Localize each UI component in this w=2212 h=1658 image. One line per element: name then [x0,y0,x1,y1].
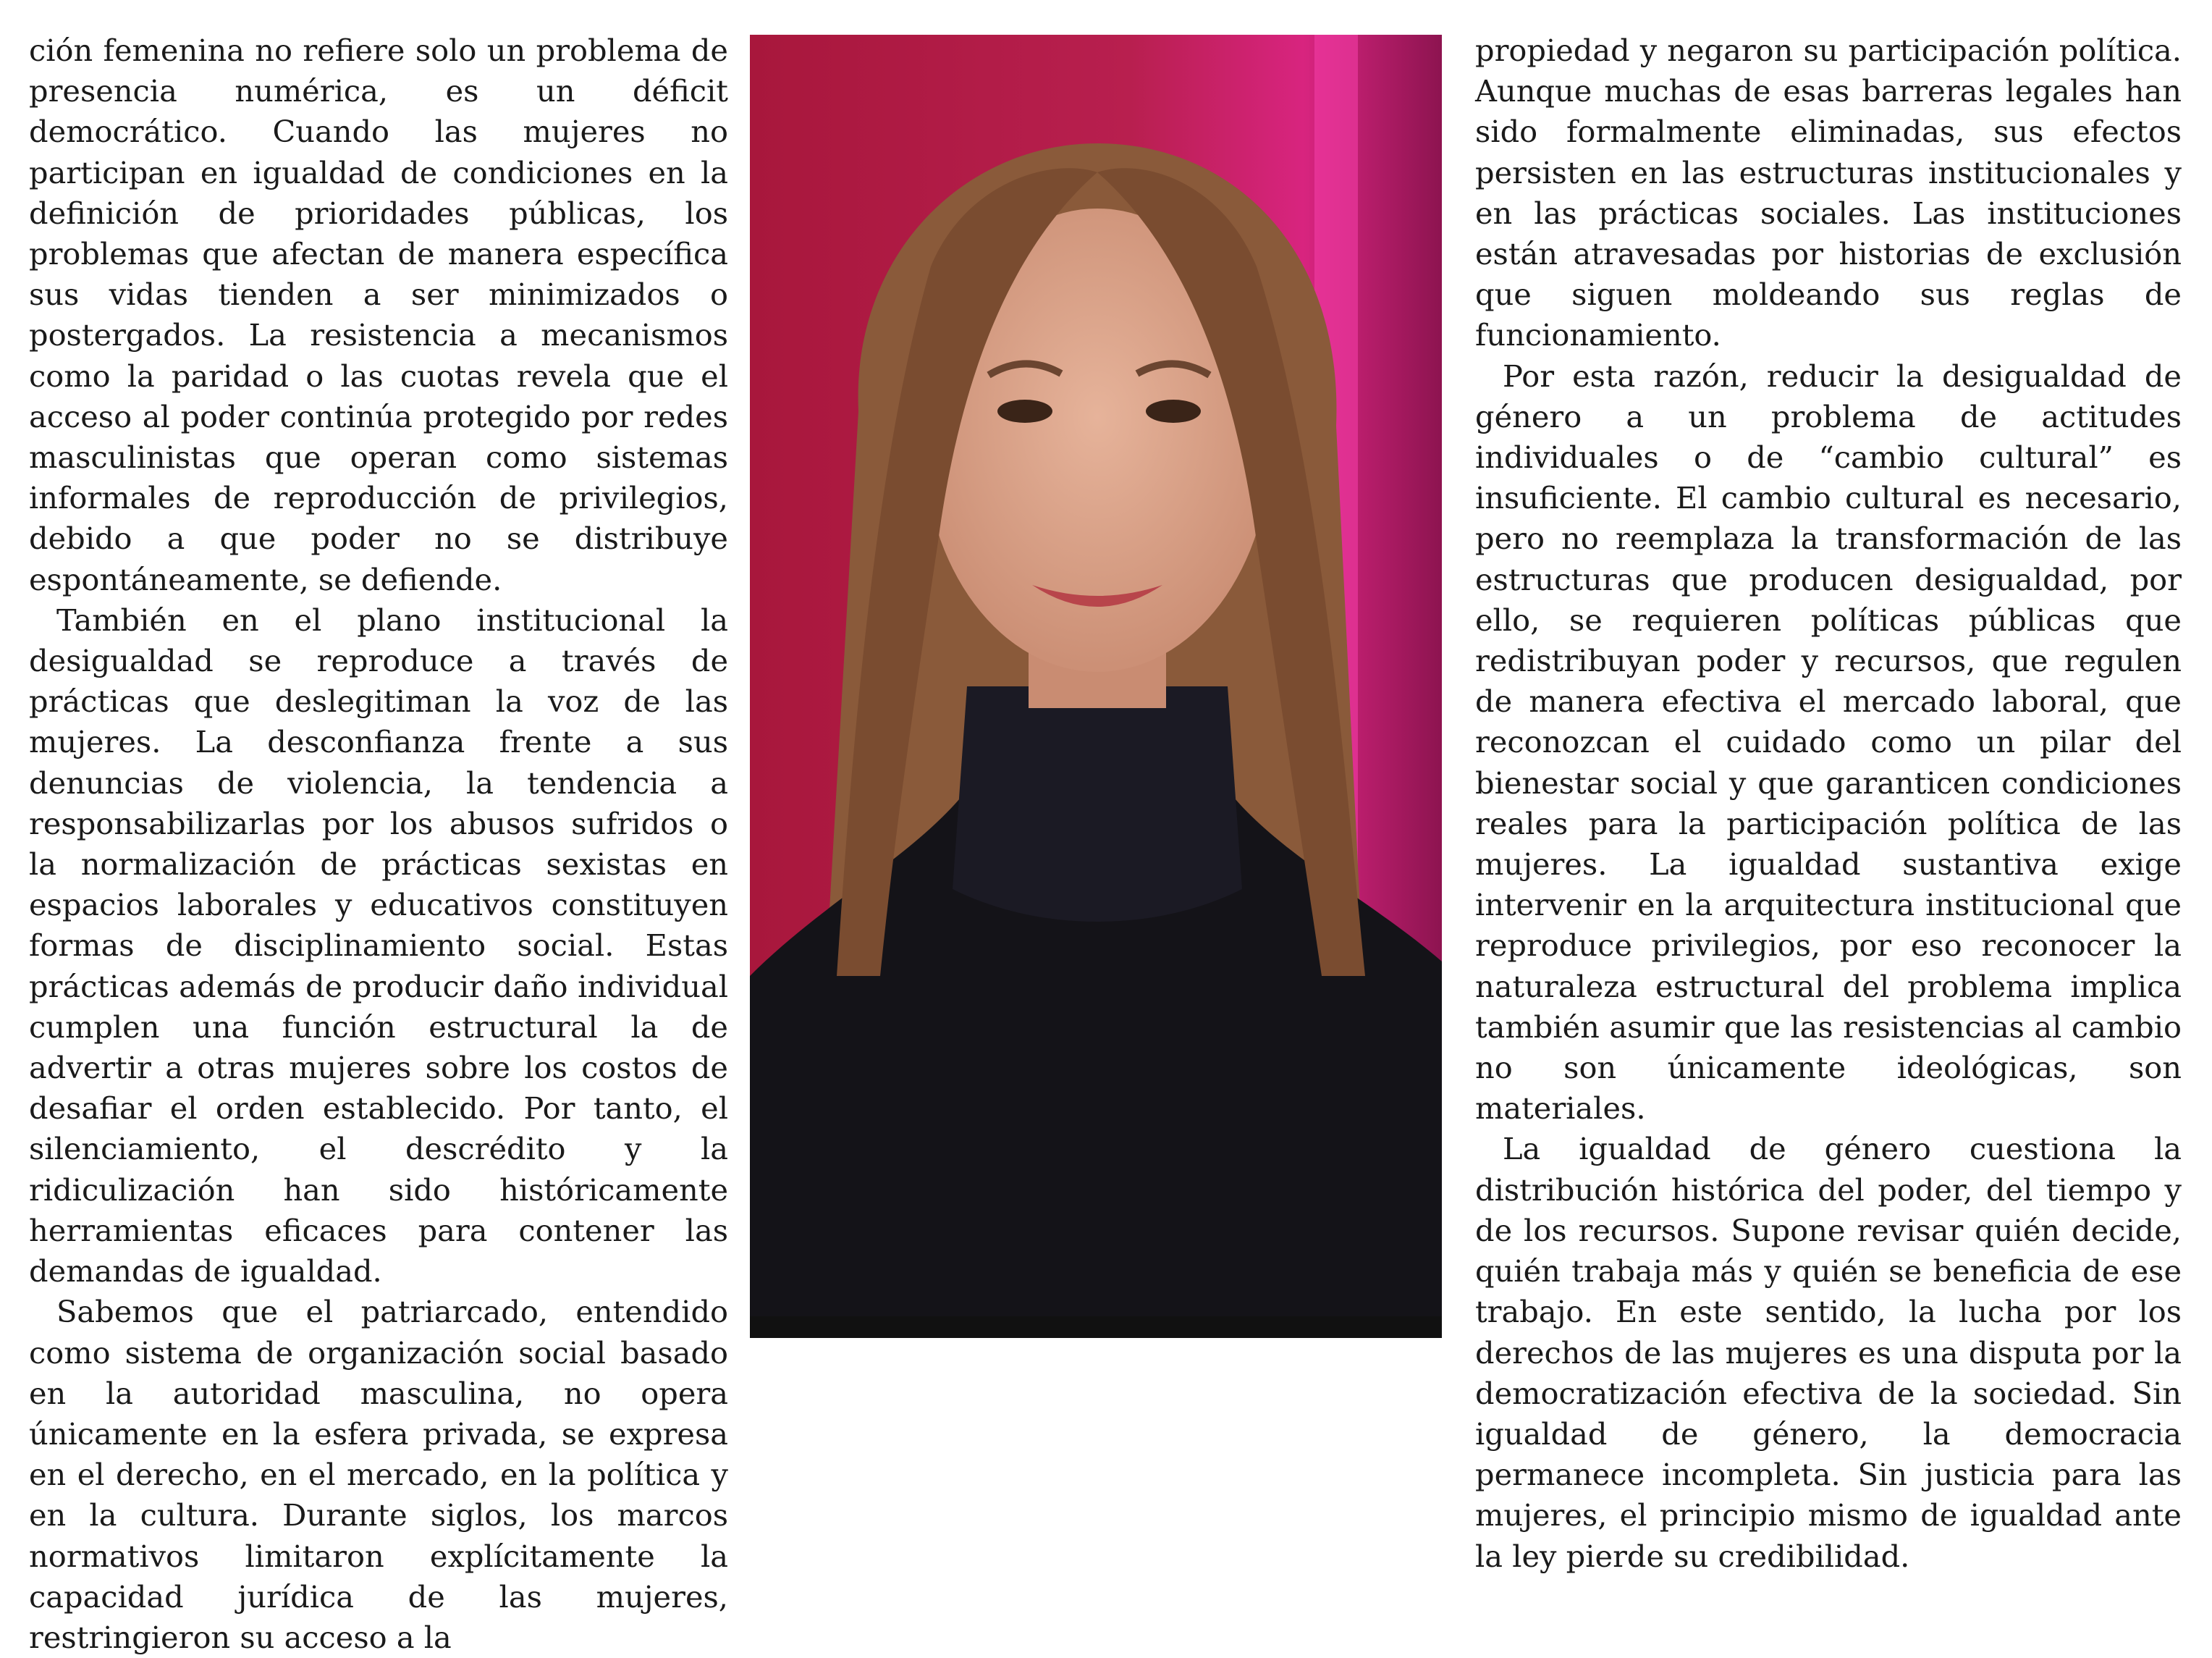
paragraph: Sabemos que el patriarcado, entendido como sistema de organización social basado en la autoridad masculina, no opera únicamente en la esfera privada, se expresa en el derecho, en el mercado, en la política y en la cultura. Durante siglos, los marcos normativos limitaron explícitamente la capacidad jurídica de las mujeres, restringieron su acceso a la [29,1294,728,1655]
paragraph: propiedad y negaron su participación política. Aunque muchas de esas barreras legales han sido formalmente eliminadas, sus efectos persisten en las estructuras institucionales y en las prácticas sociales. Las instituciones están atravesadas por historias de exclusión que siguen moldeando sus reglas de funcionamiento. [1475,33,2182,353]
turtleneck [953,686,1242,922]
left-text-column [29,30,728,1658]
paragraph: La igualdad de género cuestiona la distribución histórica del poder, del tiempo y de los recursos. Supone revisar quién decide, quién trabaja más y quién se beneficia de ese trabajo. En este sentido, la lucha por los derechos de las mujeres es una disputa por la democratización efectiva de la sociedad. Sin igualdad de género, la democracia permanece incompleta. Sin justicia para las mujeres, el principio mismo de igualdad ante la ley pierde su credibilidad. [1475,1131,2182,1574]
paragraph: Por esta razón, reducir la desigualdad de género a un problema de actitudes individuales o de “cambio cultural” es insuficiente. El cambio cultural es necesario, pero no reemplaza la transformación de las estructuras que producen desigualdad, por ello, se requieren políticas públicas que redistribuyan poder y recursos, que regulen de manera efectiva el mercado laboral, que reconozcan el cuidado como un pilar del bienestar social y que garanticen condiciones reales para la participación política de las mujeres. La igualdad sustantiva exige intervenir en la arquitectura institucional que reproduce privilegios, por eso reconocer la naturaleza estructural del problema implica también asumir que las resistencias al cambio no son únicamente ideológicas, son materiales. [1475,358,2182,1127]
right-text-column [1475,30,2182,1577]
photo-bottom-edge [750,1316,1442,1338]
left-eye [997,400,1052,423]
right-eye [1146,400,1201,423]
portrait-illustration [750,35,1442,1338]
portrait-photo [750,35,1442,1338]
paragraph: ción femenina no refiere solo un problema de presencia numérica, es un déficit democrático. Cuando las mujeres no participan en igualdad de condiciones en la definición de prioridades públicas, los problemas que afectan de manera específica sus vidas tienden a ser minimizados o postergados. La resistencia a mecanismos como la paridad o las cuotas revela que el acceso al poder continúa protegido por redes masculinistas que operan como sistemas informales de reproducción de privilegios, debido a que poder no se distribuye espontáneamente, se defiende. [29,33,728,597]
paragraph: También en el plano institucional la desigualdad se reproduce a través de prácticas que deslegitiman la voz de las mujeres. La desconfianza frente a sus denuncias de violencia, la tendencia a responsabilizarlas por los abusos sufridos o la normalización de prácticas sexistas en espacios laborales y educativos constituyen formas de disciplinamiento social. Estas prácticas además de producir daño individual cumplen una función estructural la de advertir a otras mujeres sobre los costos de desafiar el orden establecido. Por tanto, el silenciamiento, el descrédito y la ridiculización han sido históricamente herramientas eficaces para contener las demandas de igualdad. [29,602,728,1289]
